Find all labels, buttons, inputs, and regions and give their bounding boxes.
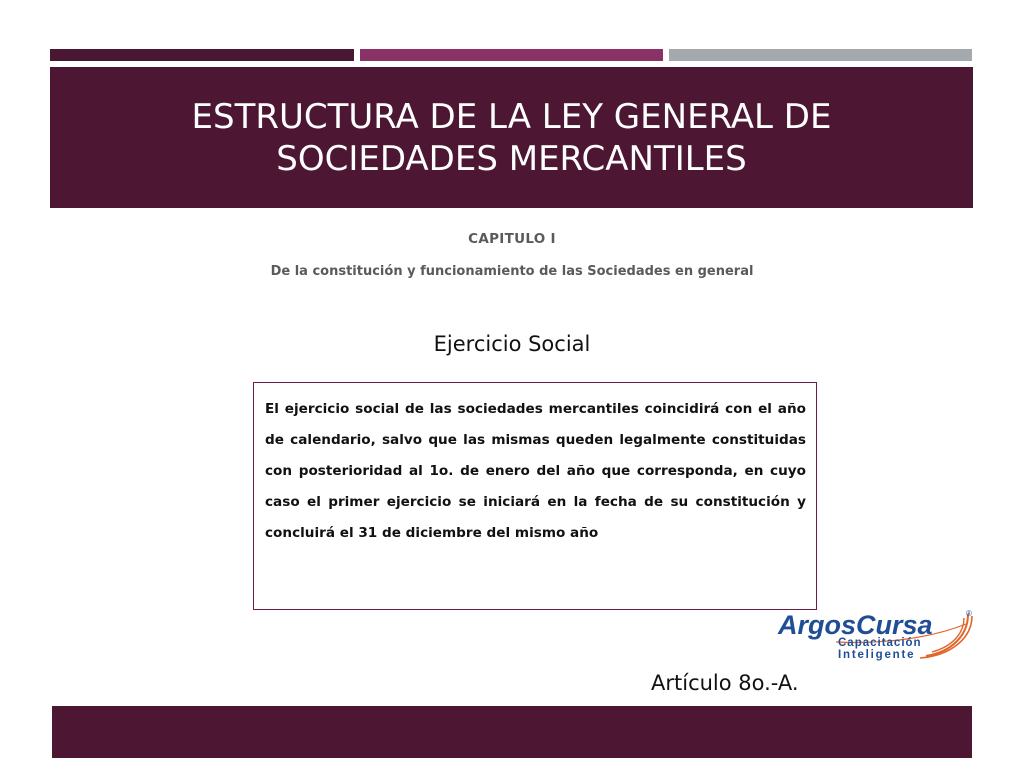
chapter-subtitle: De la constitución y funcionamiento de las Sociedades en general (270, 264, 754, 279)
logo-wordmark: ArgosCursa (778, 610, 933, 640)
section-heading: Ejercicio Social (433, 332, 591, 356)
body-text-box (253, 382, 817, 610)
body-text: El ejercicio social de las sociedades mercantiles coincidirá con el año de calendario, salvo que las mismas queden legalmente constituidas con posterioridad al 1o. de enero del año que corresponda, en cuyo caso el primer ejercicio se iniciará en la fecha de su constitución y concluirá el 31 de diciembre del mismo año (265, 401, 806, 541)
chapter-label: CAPITULO I (468, 231, 556, 247)
logo-tagline-1: Capacitación (838, 637, 922, 649)
registered-mark: ® (966, 609, 972, 618)
article-reference: Artículo 8o.-A. (651, 671, 799, 695)
swoosh-arc-logo-icon (776, 604, 976, 662)
top-accent-bar-gray (669, 49, 972, 61)
title-band (50, 67, 973, 208)
footer-band (52, 706, 972, 758)
logo-tagline-2: Inteligente (838, 649, 916, 661)
top-accent-bar-dark (50, 49, 354, 61)
slide-title: ESTRUCTURA DE LA LEY GENERAL DE SOCIEDADES MERCANTILES (191, 96, 832, 179)
argoscursa-logo (776, 604, 976, 662)
top-accent-bar-magenta (360, 49, 663, 61)
